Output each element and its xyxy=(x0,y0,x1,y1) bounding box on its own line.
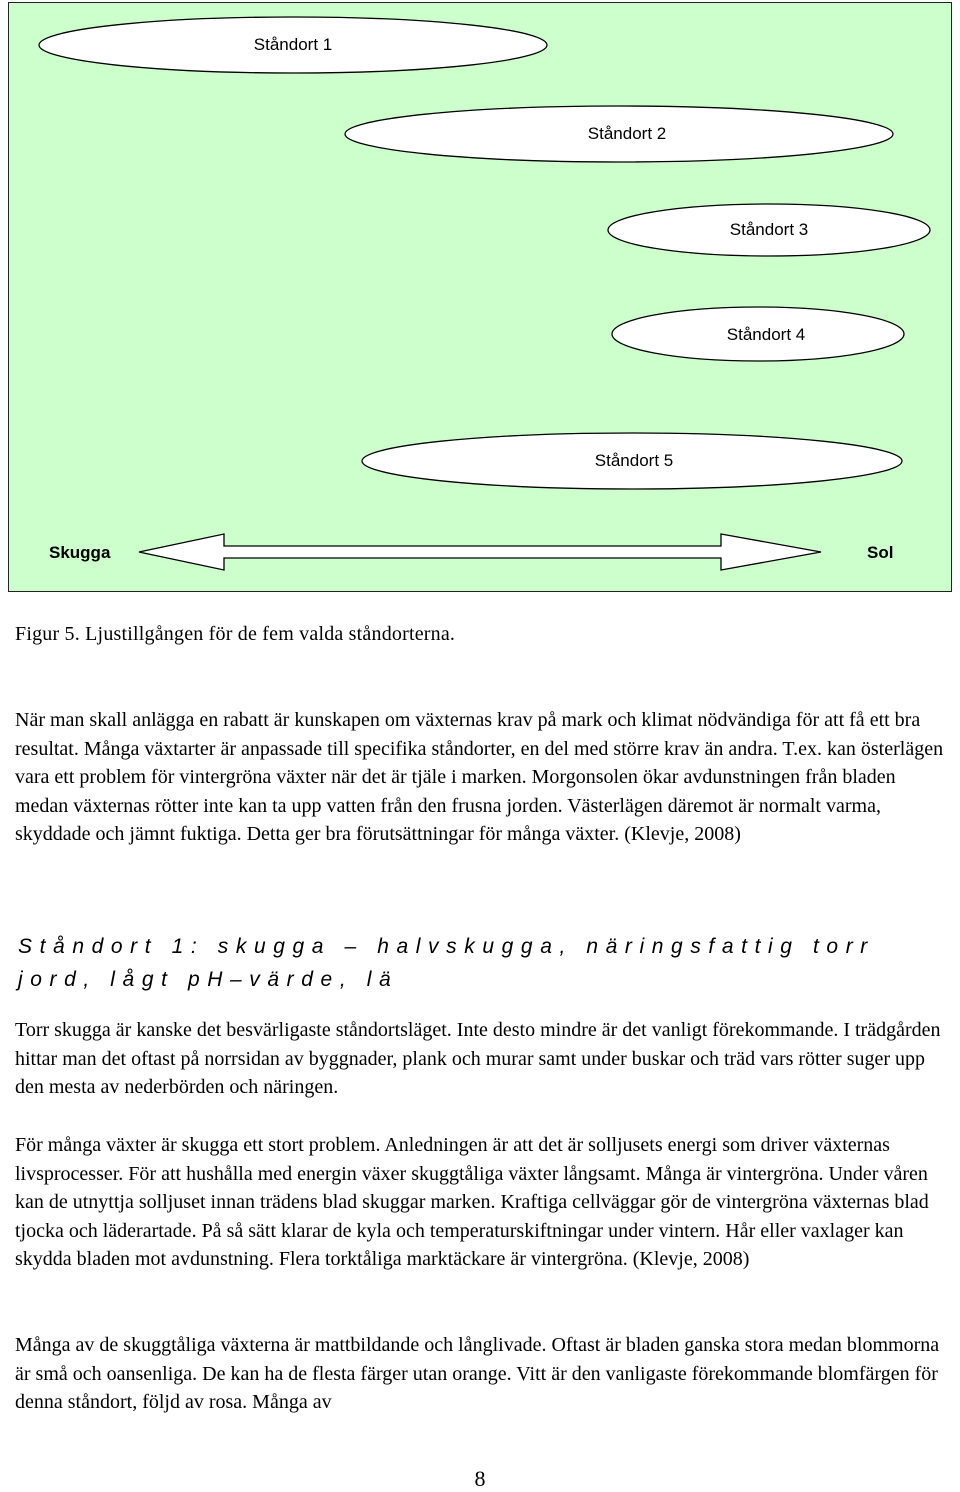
section-heading: Ståndort 1: skugga – halvskugga, näringsfattig torr jord, lågt pH–värde, lä xyxy=(18,935,875,991)
sun-label: Sol xyxy=(867,543,894,562)
light-availability-figure xyxy=(8,2,952,592)
ellipse-label: Ståndort 4 xyxy=(726,325,806,344)
paragraph-shade-problem: För många växter är skugga ett stort problem. Anledningen är att det är solljusets energi som driver växternas livsprocesser. För att hushålla med energin växer skuggtåliga växter långsamt. Många är vintergröna. Under våren kan de utnyttja solljuset innan trädens blad skuggar marken. Kraftiga cellväggar gör de vintergröna växternas blad tjocka och läderartade. På så sätt klarar de kyla och temperaturskiftningar under vintern. Hår eller vaxlager kan skydda bladen mot avdunstning. Flera torktåliga marktäckare är vintergröna. (Klevje, 2008) xyxy=(15,1134,929,1270)
paragraph-intro: När man skall anlägga en rabatt är kunskapen om växternas krav på mark och klimat nödvändiga för att få ett bra resultat. Många växtarter är anpassade till specifika ståndorter, en del med större krav än andra. T.ex. kan österlägen vara ett problem för vintergröna växter när det är tjäle i marken. Morgonsolen ökar avdunstningen från bladen medan växternas rötter inte kan ta upp vatten från den frusna jorden. Västerlägen däremot är normalt varma, skyddade och jämnt fuktiga. Detta ger bra förutsättningar för många växter. (Klevje, 2008) xyxy=(15,709,944,845)
figure-caption: Figur 5. Ljustillgången för de fem valda ståndorterna. xyxy=(15,623,456,645)
ellipse-label: Ståndort 3 xyxy=(729,220,809,239)
page-number: 8 xyxy=(474,1466,486,1491)
paragraph-dry-shade: Torr skugga är kanske det besvärligaste ståndortsläget. Inte desto mindre är det vanligt förekommande. I trädgården hittar man det oftast på norrsidan av byggnader, plank och murar samt under buskar och träd vars rötter suger upp den mesta av nederbörden och näringen. xyxy=(15,1019,941,1098)
ellipse-label: Ståndort 1 xyxy=(253,35,333,54)
ellipse-label: Ståndort 2 xyxy=(587,124,667,143)
paragraph-shade-plants: Många av de skuggtåliga växterna är mattbildande och långlivade. Oftast är bladen ganska stora medan blommorna är små och oansenliga. De kan ha de flesta färger utan orange. Vitt är den vanligaste förekommande blomfärgen för denna ståndort, följd av rosa. Många av xyxy=(15,1334,940,1413)
ellipse-label: Ståndort 5 xyxy=(594,451,674,470)
double-arrow-icon xyxy=(139,534,821,570)
figure-drawing xyxy=(9,3,953,593)
shade-label: Skugga xyxy=(49,543,111,562)
